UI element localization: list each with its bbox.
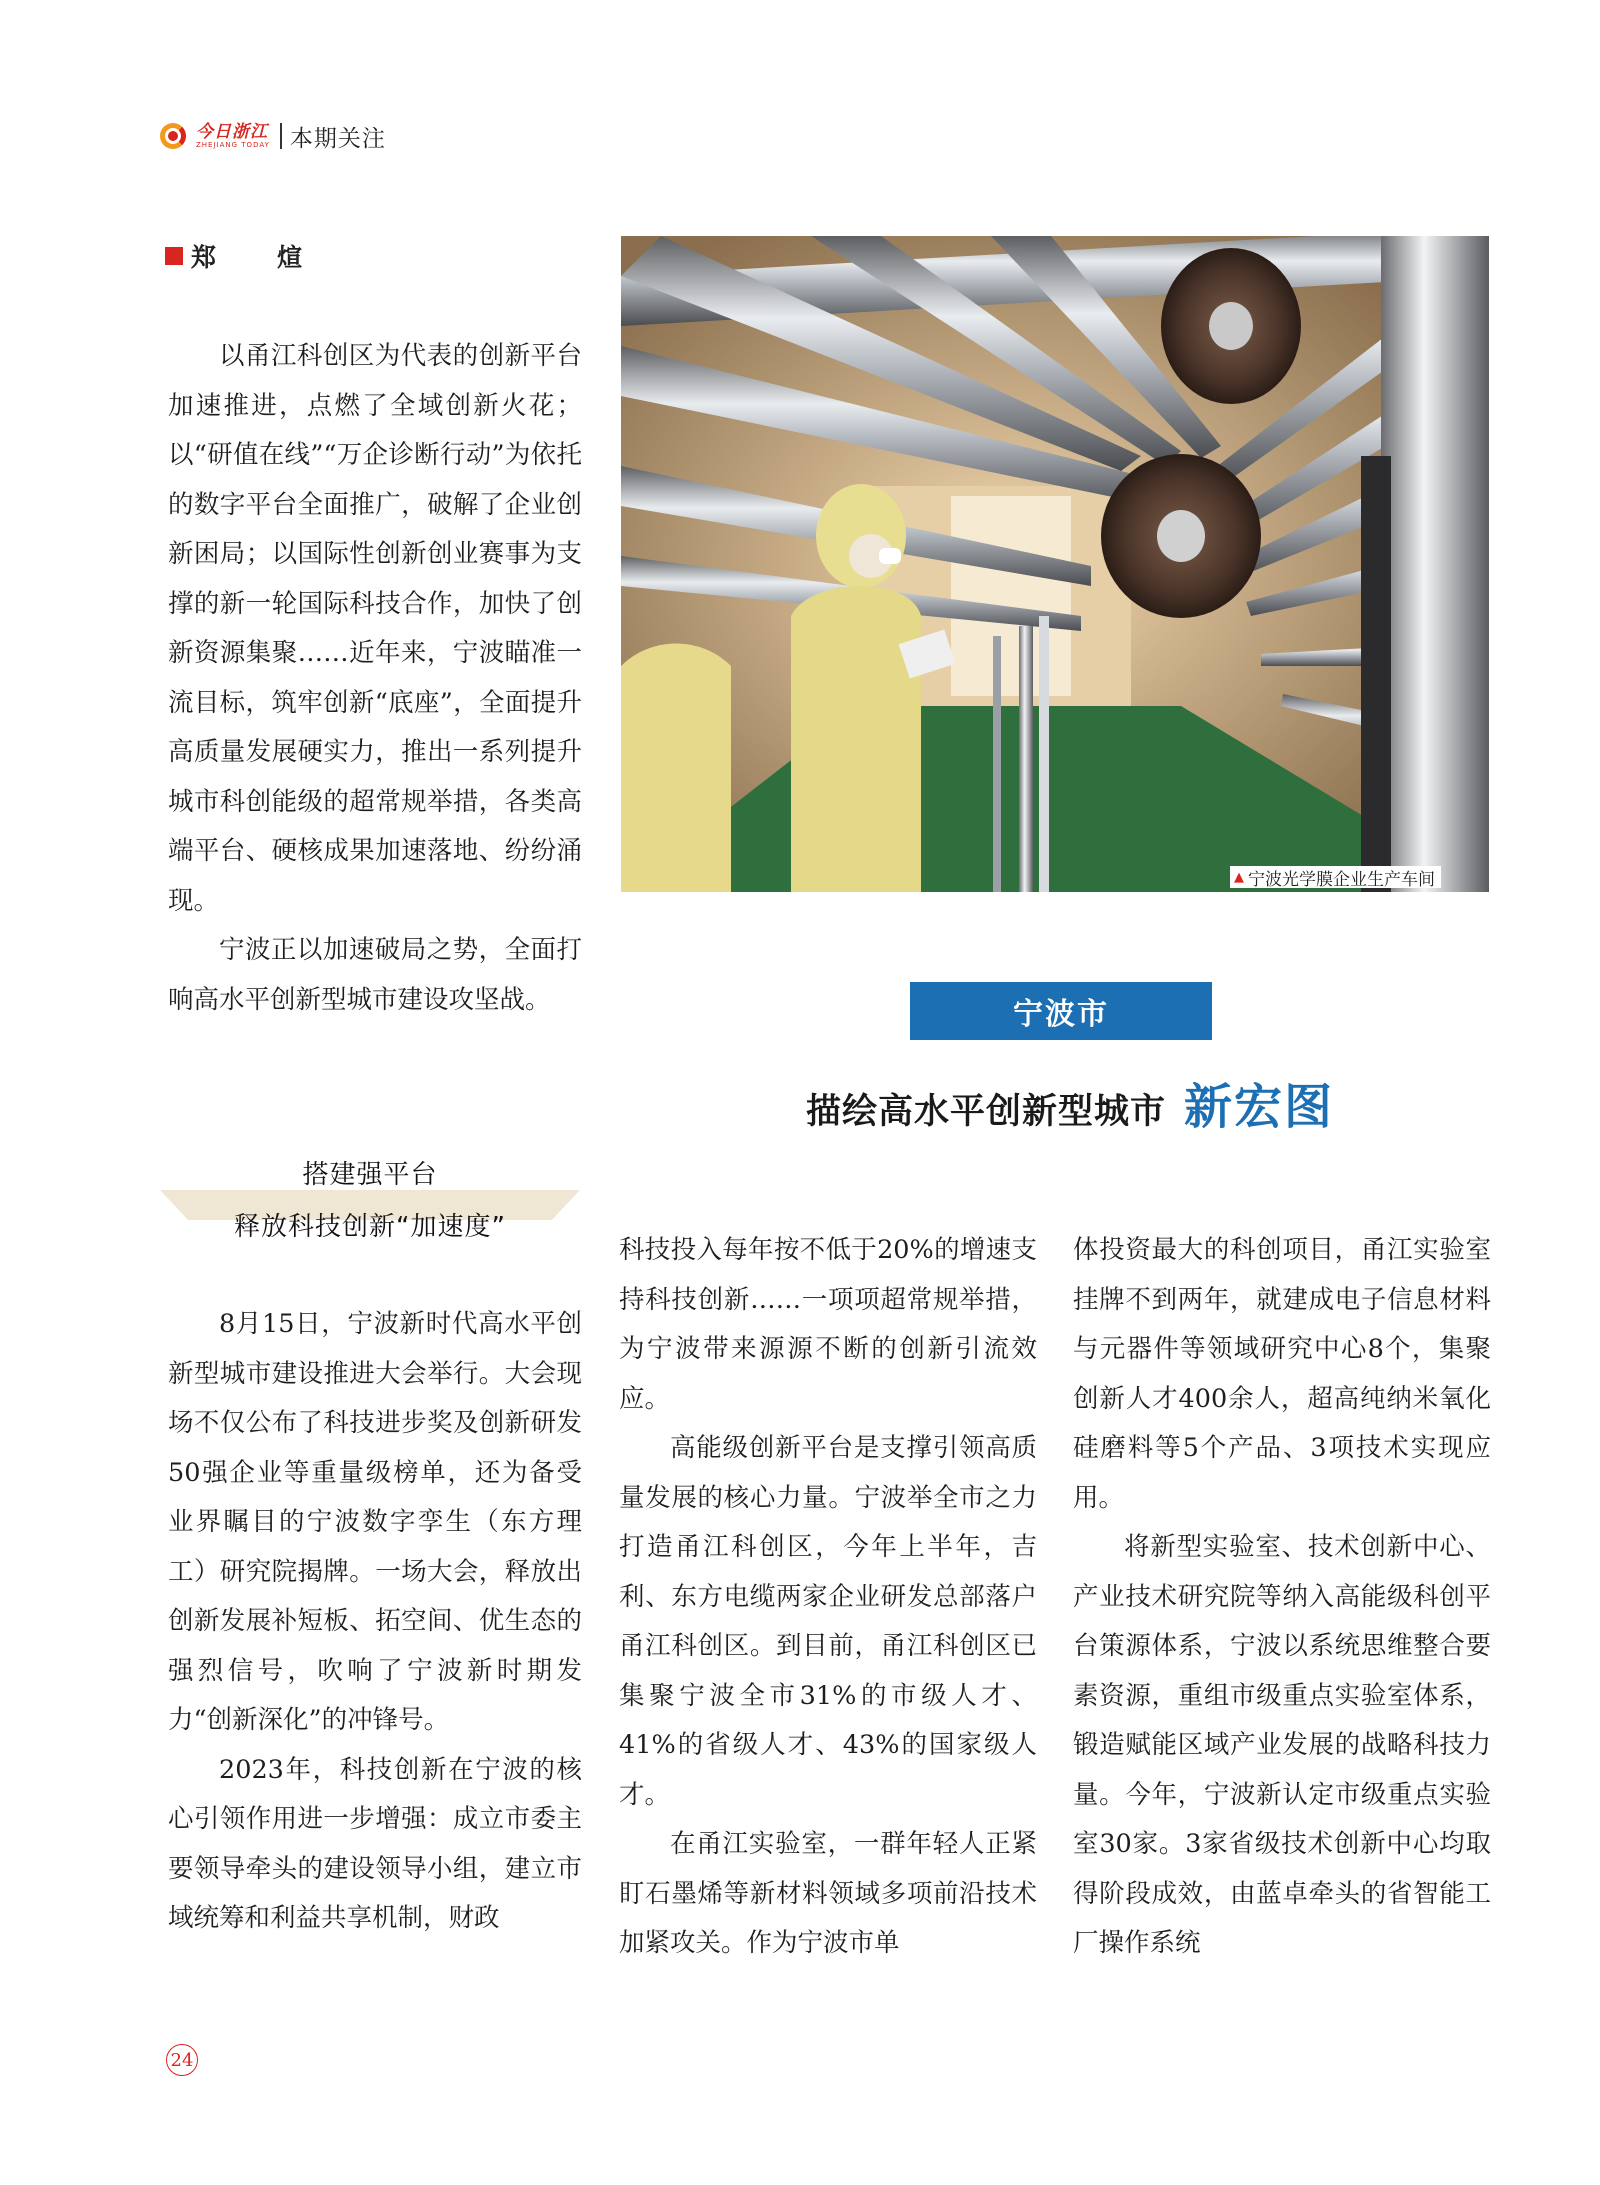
subhead-line-1: 搭建强平台 [302, 1160, 438, 1190]
article-headline [750, 1068, 1390, 1138]
column-3 [1073, 1226, 1491, 1969]
magazine-logo-icon [160, 121, 190, 151]
caption-text: 宁波光学膜企业生产车间 [1248, 869, 1435, 890]
headline-main: 描绘高水平创新型城市 [805, 1091, 1166, 1132]
factory-photo [621, 236, 1489, 892]
column-2 [619, 1226, 1037, 1969]
author-byline [165, 238, 320, 274]
body-paragraph: 2023年，科技创新在宁波的核心引领作用进一步增强：成立市委主要领导牵头的建设领导小组，建立市域统筹和利益共享机制，财政 [168, 1754, 582, 1933]
body-paragraph: 8月15日，宁波新时代高水平创新型城市建设推进大会举行。大会现场不仅公布了科技进步奖及创新研发50强企业等重量级榜单，还为备受业界瞩目的宁波数字孪生（东方理工）研究院揭牌。一场大会，释放出创新发展补短板、拓空间、优生态的强烈信号，吹响了宁波新时期发力“创新深化”的冲锋号。 [168, 1309, 582, 1735]
intro-paragraph: 宁波正以加速破局之势，全面打响高水平创新型城市建设攻坚战。 [168, 935, 582, 1015]
header-divider [280, 123, 282, 149]
body-paragraph: 在甬江实验室，一群年轻人正紧盯石墨烯等新材料领域多项前沿技术加紧攻关。作为宁波市单 [619, 1829, 1037, 1958]
city-tag: 宁波市 [910, 982, 1212, 1040]
intro-text [168, 332, 582, 1025]
body-paragraph: 体投资最大的科创项目，甬江实验室挂牌不到两年，就建成电子信息材料与元器件等领域研究中心8个，集聚创新人才400余人，超高纯纳米氧化硅磨料等5个产品、3项技术实现应用。 [1073, 1235, 1491, 1513]
brand-name-cn: 今日浙江 [196, 121, 268, 142]
body-paragraph: 科技投入每年按不低于20%的增速支持科技创新……一项项超常规举措，为宁波带来源源不断的创新引流效应。 [619, 1235, 1037, 1414]
author-name: 郑 煊 [191, 243, 321, 272]
caption-triangle-icon: ▲ [1234, 869, 1244, 885]
subhead-line-2: 释放科技创新“加速度” [234, 1212, 506, 1242]
column-1 [168, 1300, 582, 1944]
intro-paragraph: 以甬江科创区为代表的创新平台加速推进，点燃了全域创新火花；以“研值在线”“万企诊断行动”为依托的数字平台全面推广，破解了企业创新困局；以国际性创新创业赛事为支撑的新一轮国际科技合作，加快了创新资源集聚……近年来，宁波瞄准一流目标，筑牢创新“底座”，全面提升高质量发展硬实力，推出一系列提升城市科创能级的超常规举措，各类高端平台、硬核成果加速落地、纷纷涌现。 [168, 341, 582, 916]
body-paragraph: 将新型实验室、技术创新中心、产业技术研究院等纳入高能级科创平台策源体系，宁波以系统思维整合要素资源，重组市级重点实验室体系，锻造赋能区域产业发展的战略科技力量。今年，宁波新认定市级重点实验室30家。3家省级技术创新中心均取得阶段成效，由蓝卓牵头的省智能工厂操作系统 [1073, 1532, 1491, 1958]
page-number: 24 [166, 2044, 198, 2076]
photo-caption [1230, 866, 1441, 888]
red-square-marker [165, 247, 183, 265]
section-title: 本期关注 [289, 125, 386, 152]
headline-accent: 新宏图 [1184, 1079, 1335, 1135]
brand-name-en: ZHEJIANG TODAY [196, 140, 270, 149]
section-subhead [160, 1150, 580, 1260]
body-paragraph: 高能级创新平台是支撑引领高质量发展的核心力量。宁波举全市之力打造甬江科创区，今年上半年，吉利、东方电缆两家企业研发总部落户甬江科创区。到目前，甬江科创区已集聚宁波全市31%的市级人才、41%的省级人才、43%的国家级人才。 [619, 1433, 1037, 1810]
brand-block [196, 123, 270, 150]
magazine-header [160, 116, 386, 156]
